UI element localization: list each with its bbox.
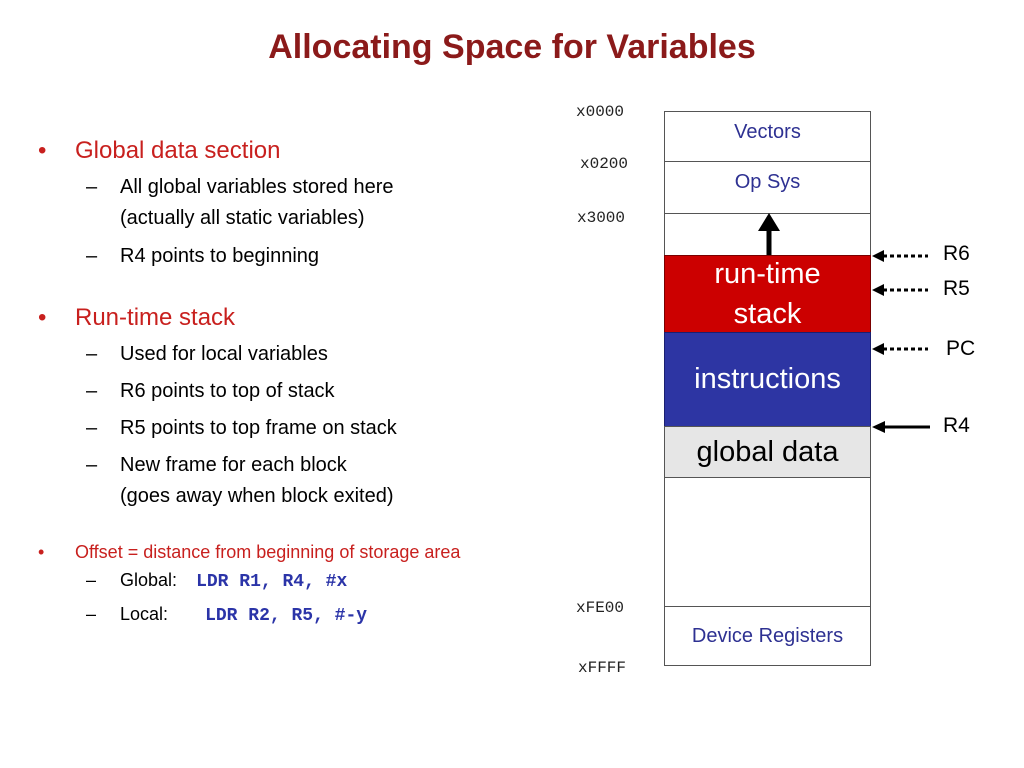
sub-bullet-text: (goes away when block exited) xyxy=(120,485,394,507)
region-label: run-time xyxy=(714,258,821,290)
sub-bullet-text: New frame for each block xyxy=(120,454,347,476)
register-label-pc: PC xyxy=(946,337,976,360)
code-label: Local: xyxy=(120,604,169,624)
region-label: Device Registers xyxy=(691,624,844,647)
sub-bullet-r5: – R5 points to top frame on stack xyxy=(86,417,397,439)
sub-bullet-r4: – R4 points to beginning xyxy=(86,245,320,267)
register-label-r4: R4 xyxy=(943,414,970,437)
sub-bullet-global-ldr: – Global: LDR R1, R4, #x xyxy=(86,570,348,592)
register-label-r5: R5 xyxy=(943,277,970,300)
code-snippet: LDR R1, R4, #x xyxy=(196,572,348,592)
region-label: global data xyxy=(696,435,839,468)
address-label: x3000 xyxy=(577,209,626,227)
bullet-heading: Offset = distance from beginning of storage area xyxy=(75,542,461,562)
address-label: x0000 xyxy=(576,103,625,121)
sub-bullet-text: (actually all static variables) xyxy=(120,207,365,229)
sub-bullet-text: R4 points to beginning xyxy=(120,245,320,267)
code-snippet: LDR R2, R5, #-y xyxy=(205,606,368,626)
sub-bullet-local-vars: – Used for local variables xyxy=(86,343,328,365)
sub-bullet-new-frame: – New frame for each block (goes away when block exited) xyxy=(86,454,394,507)
code-label: Global: xyxy=(120,570,178,590)
address-label: xFE00 xyxy=(576,599,625,617)
region-label: instructions xyxy=(694,363,841,395)
bullet-dot: • xyxy=(38,304,47,331)
address-label: xFFFF xyxy=(578,659,627,677)
sub-bullet-text: R6 points to top of stack xyxy=(120,380,335,402)
sub-bullet-r6: – R6 points to top of stack xyxy=(86,380,335,402)
address-label: x0200 xyxy=(580,155,629,173)
bullet-dot: • xyxy=(38,137,47,164)
r5-pointer-arrow xyxy=(872,284,928,296)
register-label-r6: R6 xyxy=(943,242,970,265)
sub-bullet-text: R5 points to top frame on stack xyxy=(120,417,397,439)
sub-bullet-text: Used for local variables xyxy=(120,343,328,365)
bullet-heading: Global data section xyxy=(75,137,281,164)
region-label: Vectors xyxy=(734,121,801,143)
bullet-dot: • xyxy=(38,542,45,562)
stack-growth-arrow xyxy=(758,213,780,255)
sub-bullet-local-ldr: – Local: LDR R2, R5, #-y xyxy=(86,604,368,626)
bullet-heading: Run-time stack xyxy=(75,304,236,331)
sub-bullet-global-vars: – All global variables stored here (actually all static variables) xyxy=(86,176,394,229)
slide-title: Allocating Space for Variables xyxy=(268,28,756,66)
region-label: Op Sys xyxy=(734,171,801,193)
r6-pointer-arrow xyxy=(872,250,928,262)
region-label: stack xyxy=(733,298,802,330)
pc-pointer-arrow xyxy=(872,343,928,355)
sub-bullet-text: All global variables stored here xyxy=(120,176,394,198)
r4-pointer-arrow xyxy=(872,421,930,433)
